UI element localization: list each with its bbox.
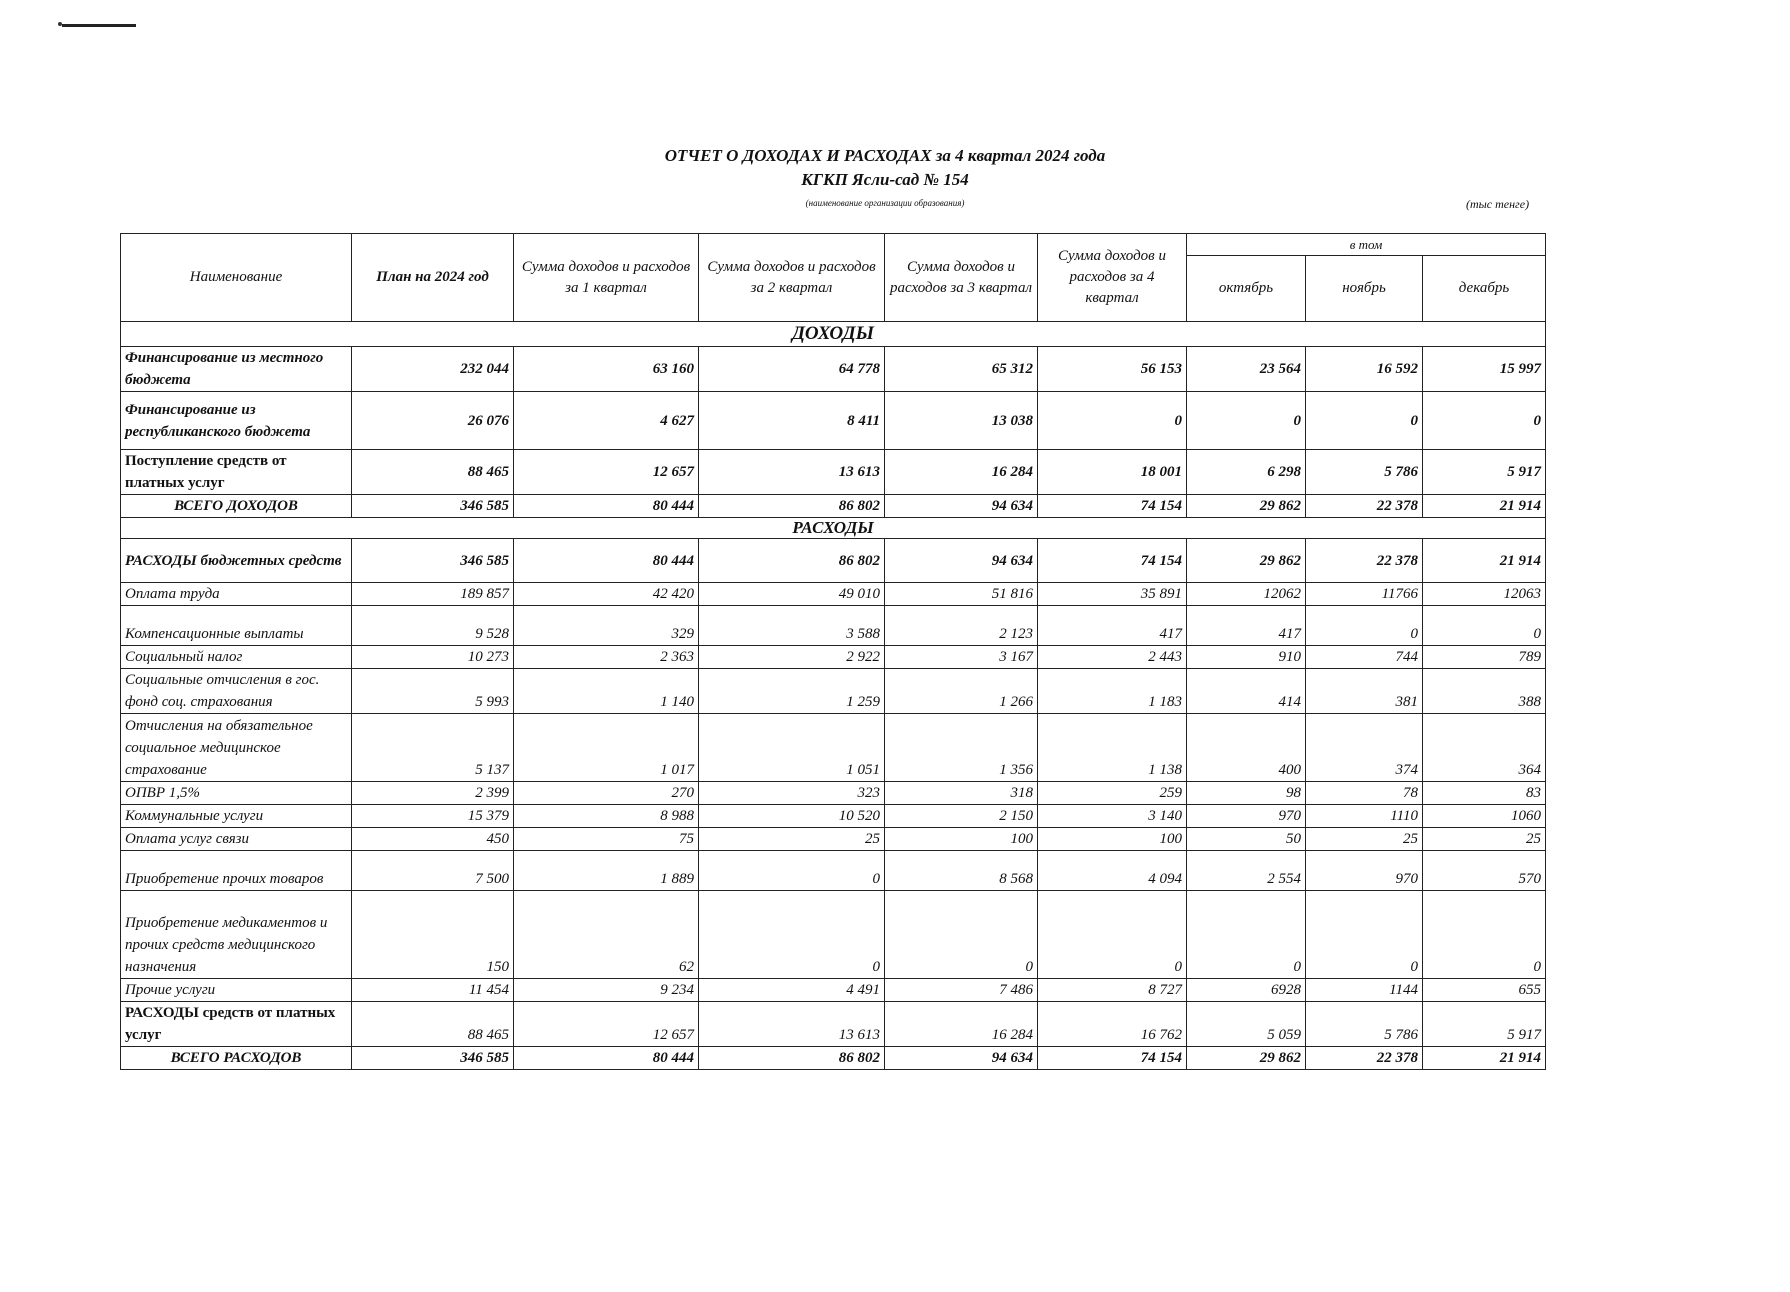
row-value: 12 657 [514, 450, 699, 495]
row-value: 4 491 [699, 979, 885, 1002]
scan-artifact [62, 24, 136, 27]
row-value: 5 917 [1423, 1002, 1546, 1047]
table-row [121, 782, 1546, 805]
row-value: 2 150 [885, 805, 1038, 828]
row-value: 2 554 [1187, 851, 1306, 891]
row-value: 4 627 [514, 392, 699, 450]
row-value: 3 167 [885, 646, 1038, 669]
row-value: 98 [1187, 782, 1306, 805]
row-name: Оплата труда [121, 583, 352, 606]
row-value: 15 379 [352, 805, 514, 828]
table-row [121, 714, 1546, 782]
row-value: 26 076 [352, 392, 514, 450]
row-value: 80 444 [514, 539, 699, 583]
row-value: 16 592 [1306, 347, 1423, 392]
row-value: 13 038 [885, 392, 1038, 450]
row-name: Социальный налог [121, 646, 352, 669]
row-value: 1 356 [885, 714, 1038, 782]
row-value: 329 [514, 606, 699, 646]
row-value: 5 993 [352, 669, 514, 714]
table-row [121, 1002, 1546, 1047]
row-value: 11 454 [352, 979, 514, 1002]
row-value: 8 988 [514, 805, 699, 828]
row-value: 21 914 [1423, 539, 1546, 583]
col-header-q3: Сумма доходов и расходов за 3 квартал [885, 234, 1038, 322]
col-header-plan: План на 2024 год [352, 234, 514, 322]
col-header-q2: Сумма доходов и расходов за 2 квартал [699, 234, 885, 322]
row-value: 88 465 [352, 450, 514, 495]
row-value: 13 613 [699, 450, 885, 495]
row-value: 1110 [1306, 805, 1423, 828]
row-name: Компенсационные выплаты [121, 606, 352, 646]
row-value: 80 444 [514, 1047, 699, 1070]
row-name: Поступление средств от платных услуг [121, 450, 352, 495]
row-value: 94 634 [885, 1047, 1038, 1070]
row-value: 5 059 [1187, 1002, 1306, 1047]
row-value: 910 [1187, 646, 1306, 669]
row-value: 29 862 [1187, 1047, 1306, 1070]
row-value: 3 140 [1038, 805, 1187, 828]
table-row [121, 539, 1546, 583]
row-name: Социальные отчисления в гос. фонд соц. страхования [121, 669, 352, 714]
row-value: 1 266 [885, 669, 1038, 714]
table-row [121, 495, 1546, 518]
table-row [121, 805, 1546, 828]
row-value: 5 786 [1306, 450, 1423, 495]
table-body [121, 322, 1546, 1070]
row-value: 94 634 [885, 495, 1038, 518]
row-name: Оплата услуг связи [121, 828, 352, 851]
organization-note: (наименование организации образования) [805, 198, 965, 208]
row-value: 10 520 [699, 805, 885, 828]
row-value: 100 [885, 828, 1038, 851]
row-value: 15 997 [1423, 347, 1546, 392]
row-value: 346 585 [352, 539, 514, 583]
col-header-dec: декабрь [1423, 256, 1546, 322]
row-value: 22 378 [1306, 539, 1423, 583]
row-value: 23 564 [1187, 347, 1306, 392]
row-value: 42 420 [514, 583, 699, 606]
report-title: ОТЧЕТ О ДОХОДАХ И РАСХОДАХ за 4 квартал 2024 года [664, 146, 1106, 165]
row-value: 78 [1306, 782, 1423, 805]
row-value: 414 [1187, 669, 1306, 714]
row-value: 22 378 [1306, 1047, 1423, 1070]
table-row [121, 392, 1546, 450]
row-value: 8 411 [699, 392, 885, 450]
row-value: 7 500 [352, 851, 514, 891]
row-value: 318 [885, 782, 1038, 805]
row-value: 400 [1187, 714, 1306, 782]
row-value: 1144 [1306, 979, 1423, 1002]
row-value: 11766 [1306, 583, 1423, 606]
row-value: 35 891 [1038, 583, 1187, 606]
row-value: 0 [1306, 606, 1423, 646]
row-value: 1 017 [514, 714, 699, 782]
row-value: 0 [1423, 606, 1546, 646]
row-name: ВСЕГО РАСХОДОВ [121, 1047, 352, 1070]
row-name: Коммунальные услуги [121, 805, 352, 828]
row-value: 94 634 [885, 539, 1038, 583]
row-value: 74 154 [1038, 495, 1187, 518]
row-value: 0 [1306, 392, 1423, 450]
row-value: 323 [699, 782, 885, 805]
row-value: 0 [1038, 891, 1187, 979]
table-row [121, 347, 1546, 392]
row-value: 0 [1306, 891, 1423, 979]
row-name: Приобретение медикаментов и прочих средств медицинского назначения [121, 891, 352, 979]
table-row [121, 828, 1546, 851]
row-value: 51 816 [885, 583, 1038, 606]
row-value: 5 917 [1423, 450, 1546, 495]
row-value: 21 914 [1423, 495, 1546, 518]
row-value: 100 [1038, 828, 1187, 851]
row-value: 74 154 [1038, 1047, 1187, 1070]
row-value: 56 153 [1038, 347, 1187, 392]
row-value: 88 465 [352, 1002, 514, 1047]
col-header-q4: Сумма доходов и расходов за 4 квартал [1038, 234, 1187, 322]
row-value: 0 [1187, 392, 1306, 450]
row-value: 16 762 [1038, 1002, 1187, 1047]
row-value: 0 [1038, 392, 1187, 450]
row-value: 270 [514, 782, 699, 805]
row-value: 9 234 [514, 979, 699, 1002]
row-value: 4 094 [1038, 851, 1187, 891]
organization-name: КГКП Ясли-сад № 154 [801, 170, 969, 189]
row-value: 5 786 [1306, 1002, 1423, 1047]
table-row [121, 450, 1546, 495]
row-value: 346 585 [352, 495, 514, 518]
row-value: 0 [885, 891, 1038, 979]
row-name: ВСЕГО ДОХОДОВ [121, 495, 352, 518]
row-value: 8 568 [885, 851, 1038, 891]
row-value: 5 137 [352, 714, 514, 782]
row-value: 0 [699, 891, 885, 979]
row-value: 6 298 [1187, 450, 1306, 495]
row-value: 232 044 [352, 347, 514, 392]
row-value: 0 [1423, 392, 1546, 450]
col-header-including: в том [1187, 234, 1546, 256]
report-table [120, 233, 1546, 1070]
row-value: 789 [1423, 646, 1546, 669]
row-value: 388 [1423, 669, 1546, 714]
row-value: 12062 [1187, 583, 1306, 606]
row-name: Финансирование из местного бюджета [121, 347, 352, 392]
row-value: 10 273 [352, 646, 514, 669]
row-value: 86 802 [699, 495, 885, 518]
row-name: ОПВР 1,5% [121, 782, 352, 805]
row-value: 259 [1038, 782, 1187, 805]
table-row [121, 851, 1546, 891]
row-value: 374 [1306, 714, 1423, 782]
row-value: 86 802 [699, 539, 885, 583]
row-value: 417 [1187, 606, 1306, 646]
row-value: 970 [1306, 851, 1423, 891]
table-row [121, 583, 1546, 606]
col-header-oct: октябрь [1187, 256, 1306, 322]
row-value: 1 140 [514, 669, 699, 714]
row-value: 25 [1423, 828, 1546, 851]
row-value: 65 312 [885, 347, 1038, 392]
row-value: 1 138 [1038, 714, 1187, 782]
row-value: 49 010 [699, 583, 885, 606]
row-value: 12063 [1423, 583, 1546, 606]
row-value: 25 [699, 828, 885, 851]
row-value: 970 [1187, 805, 1306, 828]
row-value: 346 585 [352, 1047, 514, 1070]
units-label: (тыс тенге) [1466, 197, 1530, 211]
row-value: 189 857 [352, 583, 514, 606]
row-value: 2 399 [352, 782, 514, 805]
row-value: 2 922 [699, 646, 885, 669]
row-value: 655 [1423, 979, 1546, 1002]
row-value: 22 378 [1306, 495, 1423, 518]
row-value: 74 154 [1038, 539, 1187, 583]
row-value: 2 443 [1038, 646, 1187, 669]
row-value: 0 [1423, 891, 1546, 979]
table-row [121, 606, 1546, 646]
row-value: 417 [1038, 606, 1187, 646]
row-value: 18 001 [1038, 450, 1187, 495]
row-value: 364 [1423, 714, 1546, 782]
row-value: 1060 [1423, 805, 1546, 828]
row-value: 86 802 [699, 1047, 885, 1070]
row-value: 744 [1306, 646, 1423, 669]
row-value: 83 [1423, 782, 1546, 805]
row-value: 75 [514, 828, 699, 851]
row-value: 50 [1187, 828, 1306, 851]
table-row [121, 646, 1546, 669]
row-name: РАСХОДЫ бюджетных средств [121, 539, 352, 583]
row-value: 9 528 [352, 606, 514, 646]
row-value: 570 [1423, 851, 1546, 891]
table-row [121, 891, 1546, 979]
row-name: Финансирование из республиканского бюджета [121, 392, 352, 450]
row-value: 1 051 [699, 714, 885, 782]
table-row [121, 979, 1546, 1002]
row-value: 8 727 [1038, 979, 1187, 1002]
row-value: 150 [352, 891, 514, 979]
row-name: Прочие услуги [121, 979, 352, 1002]
col-header-name: Наименование [121, 234, 352, 322]
row-value: 0 [699, 851, 885, 891]
row-value: 80 444 [514, 495, 699, 518]
row-name: РАСХОДЫ средств от платных услуг [121, 1002, 352, 1047]
row-value: 1 259 [699, 669, 885, 714]
col-header-nov: ноябрь [1306, 256, 1423, 322]
row-name: Отчисления на обязательное социальное медицинское страхование [121, 714, 352, 782]
row-value: 1 889 [514, 851, 699, 891]
row-value: 6928 [1187, 979, 1306, 1002]
row-value: 64 778 [699, 347, 885, 392]
table-row [121, 669, 1546, 714]
row-value: 62 [514, 891, 699, 979]
row-value: 2 363 [514, 646, 699, 669]
row-value: 3 588 [699, 606, 885, 646]
row-value: 16 284 [885, 450, 1038, 495]
row-value: 16 284 [885, 1002, 1038, 1047]
row-name: Приобретение прочих товаров [121, 851, 352, 891]
row-value: 0 [1187, 891, 1306, 979]
row-value: 13 613 [699, 1002, 885, 1047]
row-value: 63 160 [514, 347, 699, 392]
row-value: 450 [352, 828, 514, 851]
row-value: 29 862 [1187, 539, 1306, 583]
section-expense: РАСХОДЫ [121, 518, 1546, 539]
row-value: 2 123 [885, 606, 1038, 646]
table-row [121, 518, 1546, 539]
row-value: 21 914 [1423, 1047, 1546, 1070]
table-row [121, 1047, 1546, 1070]
row-value: 381 [1306, 669, 1423, 714]
row-value: 29 862 [1187, 495, 1306, 518]
col-header-q1: Сумма доходов и расходов за 1 квартал [514, 234, 699, 322]
row-value: 1 183 [1038, 669, 1187, 714]
row-value: 7 486 [885, 979, 1038, 1002]
row-value: 25 [1306, 828, 1423, 851]
section-income: ДОХОДЫ [121, 322, 1546, 347]
row-value: 12 657 [514, 1002, 699, 1047]
